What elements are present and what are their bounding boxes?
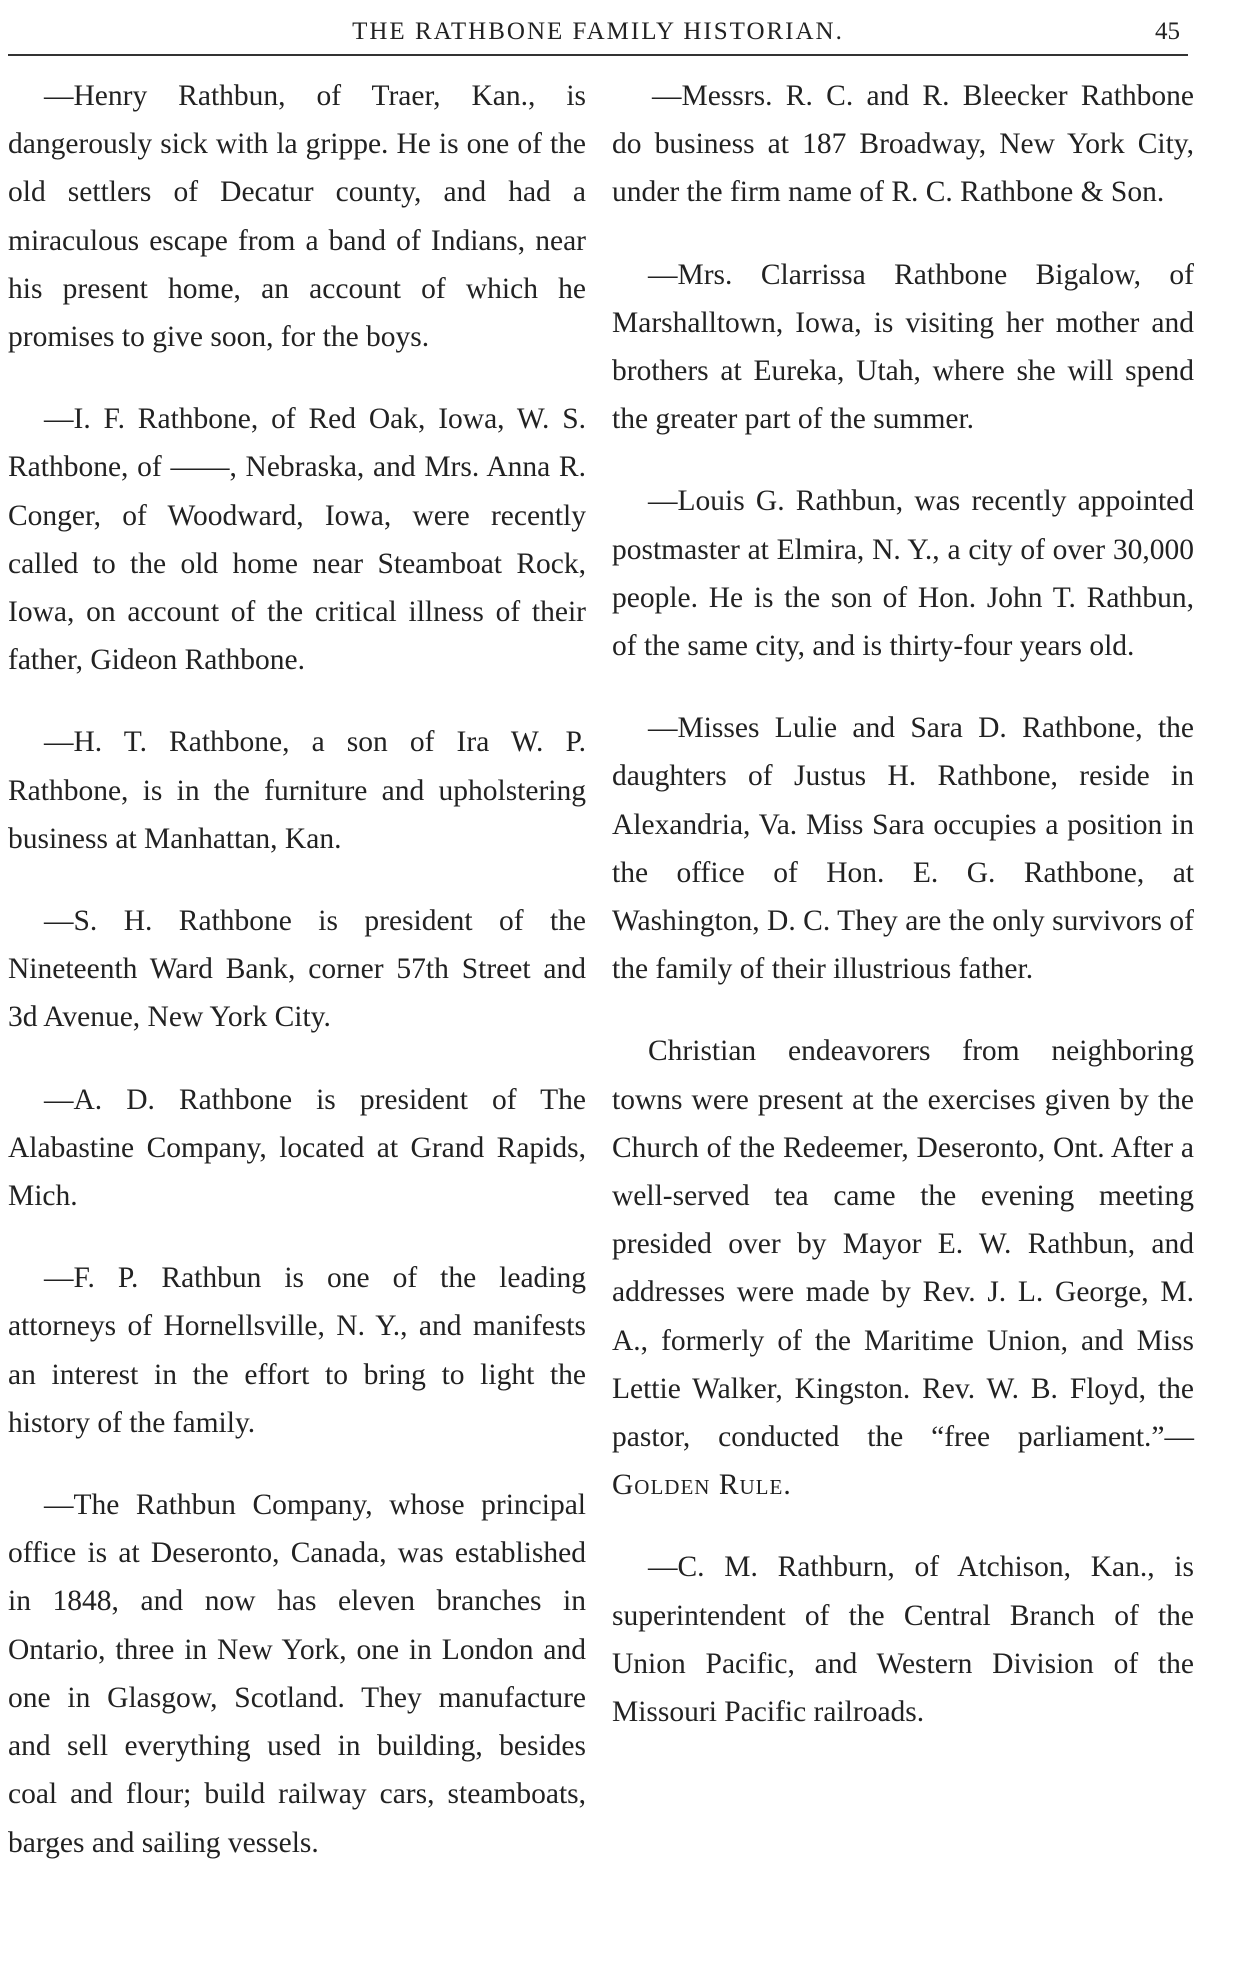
right-column	[612, 72, 1194, 1736]
journal-title: THE RATHBONE FAMILY HISTORIAN.	[352, 18, 844, 45]
news-item: —Misses Lulie and Sara D. Rathbone, the daughters of Justus H. Rathbone, reside in Alexandria, Va. Miss Sara occupies a position in the office of Hon. E. G. Rathbone, at Washington, D. C. They are the only survivors of the family of their illustrious father.	[612, 712, 1194, 986]
news-item: —I. F. Rathbone, of Red Oak, Iowa, W. S. Rathbone, of ——, Nebraska, and Mrs. Anna R. Conger, of Woodward, Iowa, were recently called to the old home near Steamboat Rock, Iowa, on account of the critical illness of their father, Gideon Rathbone.	[8, 403, 586, 677]
news-item: —Messrs. R. C. and R. Bleecker Rathbone do business at 187 Broadway, New York City, under the firm name of R. C. Rathbone & Son.	[612, 80, 1194, 209]
news-item: —Louis G. Rathbun, was recently appointed postmaster at Elmira, N. Y., a city of over 30,000 people. He is the son of Hon. John T. Rathbun, of the same city, and is thirty-four years old.	[612, 485, 1194, 663]
page-number: 45	[1155, 18, 1180, 45]
news-item: —H. T. Rathbone, a son of Ira W. P. Rathbone, is in the furniture and upholstering business at Manhattan, Kan.	[8, 726, 586, 855]
news-item: —S. H. Rathbone is president of the Nineteenth Ward Bank, corner 57th Street and 3d Avenue, New York City.	[8, 905, 586, 1034]
news-item: —Mrs. Clarrissa Rathbone Bigalow, of Marshalltown, Iowa, is visiting her mother and brothers at Eureka, Utah, where she will spend the greater part of the summer.	[612, 258, 1194, 436]
news-item: —The Rathbun Company, whose principal office is at Deseronto, Canada, was established in 1848, and now has eleven branches in Ontario, three in New York, one in London and one in Glasgow, Scotland. They manufacture and sell everything used in building, besides coal and flour; build railway cars, steamboats, barges and sailing vessels.	[8, 1489, 586, 1859]
news-item: —C. M. Rathburn, of Atchison, Kan., is superintendent of the Central Branch of the Union Pacific, and Western Division of the Missouri Pacific railroads.	[612, 1551, 1194, 1729]
news-item-christian-endeavor	[612, 1027, 1194, 1509]
news-item: —A. D. Rathbone is president of The Alabastine Company, located at Grand Rapids, Mich.	[8, 1083, 586, 1213]
news-item: —F. P. Rathbun is one of the leading attorneys of Hornellsville, N. Y., and manifests an interest in the effort to bring to light the history of the family.	[8, 1262, 586, 1439]
running-header	[8, 18, 1188, 56]
left-column	[8, 72, 586, 1867]
news-item-text: Christian endeavorers from neighboring towns were present at the exercises given by the Church of the Redeemer, Deseronto, Ont. After a well-served tea came the evening meeting presided over by Mayor E. W. Rathbun, and addresses were made by Rev. J. L. George, M. A., formerly of the Maritime Union, and Miss Lettie Walker, Kingston. Rev. W. B. Floyd, the pastor, conducted the “free parliament.”—	[612, 1035, 1194, 1454]
news-item: —Henry Rathbun, of Traer, Kan., is dangerously sick with la grippe. He is one of the old settlers of Decatur county, and had a miraculous escape from a band of Indians, near his present home, an account of which he promises to give soon, for the boys.	[8, 80, 586, 354]
source-credit: Golden Rule.	[612, 1469, 792, 1502]
